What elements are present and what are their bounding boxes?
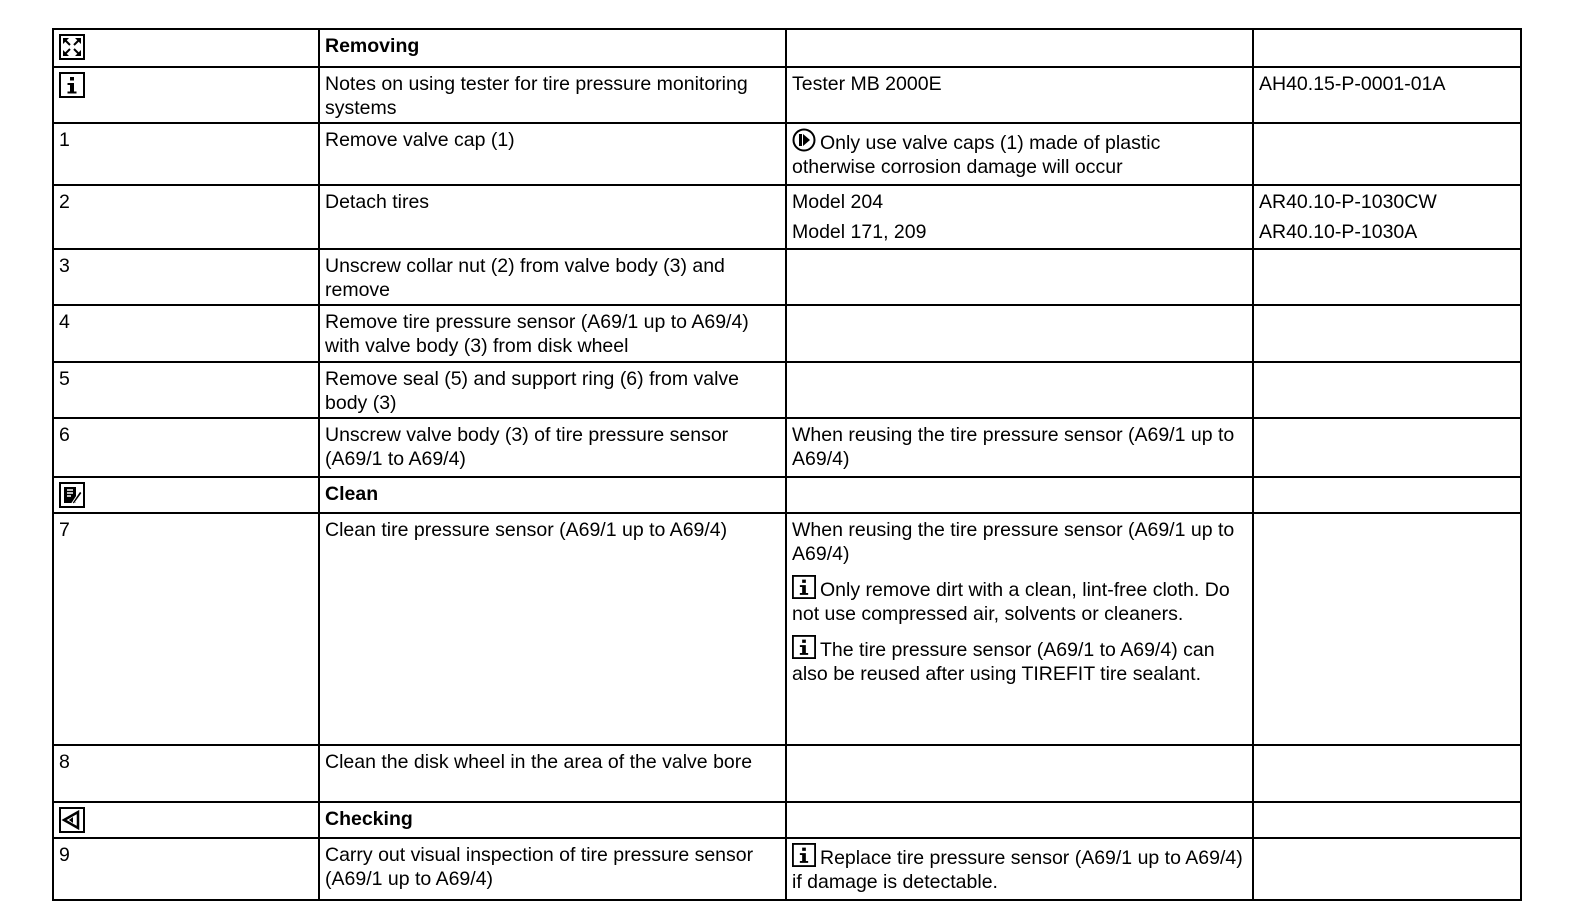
step-number: 3 [53, 249, 319, 305]
section-title-checking: Checking [319, 802, 786, 838]
step-number: 7 [53, 513, 319, 745]
section-title-removing: Removing [319, 29, 786, 67]
step-number: 1 [53, 123, 319, 185]
step-note: Only remove dirt with a clean, lint-free cloth. Do not use compressed air, solvents or cleaners. [792, 579, 1230, 625]
step-reference: AR40.10-P-1030CW [1259, 191, 1437, 213]
table-row [53, 185, 1521, 249]
table-row [53, 305, 1521, 362]
model-label: Model 171, 209 [792, 221, 927, 243]
table-row [53, 513, 1521, 745]
table-row [53, 838, 1521, 900]
step-note: Replace tire pressure sensor (A69/1 up to A69/4) if damage is detectable. [792, 847, 1243, 893]
clean-icon [59, 482, 85, 508]
step-number: 8 [53, 745, 319, 802]
step-description: Clean tire pressure sensor (A69/1 up to A69/4) [319, 513, 786, 745]
step-note: When reusing the tire pressure sensor (A69/1 up to A69/4) [792, 519, 1235, 565]
step-note: Only use valve caps (1) made of plastic otherwise corrosion damage will occur [792, 132, 1161, 178]
info-icon [792, 843, 816, 867]
step-note: When reusing the tire pressure sensor (A69/1 up to A69/4) [786, 418, 1253, 477]
step-description: Remove seal (5) and support ring (6) from valve body (3) [319, 362, 786, 418]
step-reference: AR40.10-P-1030A [1259, 221, 1418, 243]
step-description: Unscrew collar nut (2) from valve body (3) and remove [319, 249, 786, 305]
step-number: 5 [53, 362, 319, 418]
info-icon [792, 575, 816, 599]
step-description: Detach tires [319, 185, 786, 249]
step-description: Remove valve cap (1) [319, 123, 786, 185]
model-label: Model 204 [792, 191, 884, 213]
check-triangle-icon [59, 807, 85, 833]
info-icon [792, 635, 816, 659]
step-number: 6 [53, 418, 319, 477]
procedure-table [52, 28, 1522, 901]
step-description: Carry out visual inspection of tire pressure sensor (A69/1 up to A69/4) [319, 838, 786, 900]
step-reference: AH40.15-P-0001-01A [1253, 67, 1521, 123]
table-row [53, 67, 1521, 123]
step-note: The tire pressure sensor (A69/1 to A69/4) can also be reused after using TIREFIT tire sealant. [792, 639, 1215, 685]
section-header-removing [53, 29, 1521, 67]
step-description: Unscrew valve body (3) of tire pressure sensor (A69/1 to A69/4) [319, 418, 786, 477]
step-number: 9 [53, 838, 319, 900]
section-header-clean [53, 477, 1521, 513]
step-description: Remove tire pressure sensor (A69/1 up to A69/4) with valve body (3) from disk wheel [319, 305, 786, 362]
section-header-checking [53, 802, 1521, 838]
step-tool: Tester MB 2000E [786, 67, 1253, 123]
table-row [53, 249, 1521, 305]
caution-icon [792, 128, 816, 152]
table-row [53, 418, 1521, 477]
expand-arrows-icon [59, 34, 85, 60]
section-title-clean: Clean [319, 477, 786, 513]
table-row [53, 745, 1521, 802]
step-description: Notes on using tester for tire pressure monitoring systems [319, 67, 786, 123]
step-number: 4 [53, 305, 319, 362]
table-row [53, 123, 1521, 185]
step-number: 2 [53, 185, 319, 249]
table-row [53, 362, 1521, 418]
step-description: Clean the disk wheel in the area of the valve bore [319, 745, 786, 802]
info-icon [59, 72, 85, 98]
